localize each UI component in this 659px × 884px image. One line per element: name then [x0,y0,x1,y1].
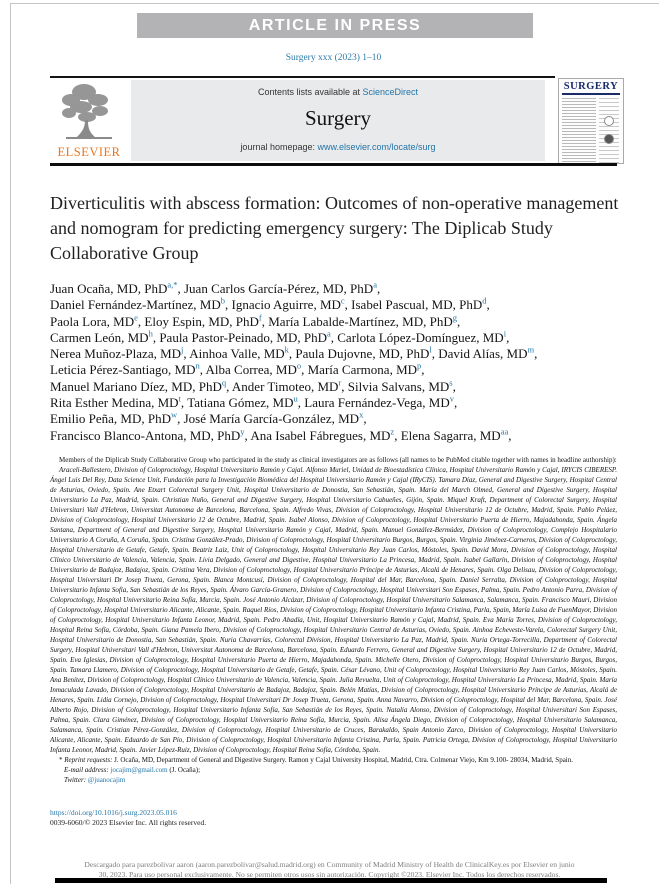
twitter-link[interactable]: @juanocajim [87,776,126,784]
doi-link[interactable]: https://doi.org/10.1016/j.surg.2023.05.016 [50,808,177,817]
author: Ana Isabel Fábregues, $MD^z$, [250,426,401,443]
affiliation-superscript: e [134,312,138,323]
affiliation-superscript: s [449,377,453,388]
header-top-rule [50,76,555,78]
journal-header-box [131,80,545,161]
header-bottom-rule [50,163,617,166]
affiliation-superscript: x [359,410,364,421]
email-label: E-mail address: [64,766,109,774]
cover-emblem-icon [604,116,614,126]
author-list [50,281,650,444]
affiliation-superscript: o [296,361,302,372]
cover-text-columns [559,97,623,164]
affiliation-superscript: i [503,328,507,339]
elsevier-logo [48,80,130,161]
cover-seal-icon [604,134,614,144]
author: David Alías, $MD^m$, [438,344,538,362]
cover-rule [562,93,620,95]
reprint-asterisk: * [59,756,63,764]
contents-lists-line [131,80,545,97]
author: Alba Correa, $MD^o$, [205,361,308,378]
imprint-block [50,808,206,828]
affiliation-superscript: k [284,344,289,355]
affiliation-superscript: a [373,279,377,290]
twitter-line [64,775,617,785]
author: Laura Fernández-Vega, $MD^v$, [304,393,458,411]
article-title: Diverticulitis with abscess formation: Outcomes of non-operative management and nomogram for predicting emergency surgery: The Diplicab Study Collaborative Group [50,193,619,263]
twitter-label: Twitter: [64,776,87,784]
affiliation-superscript: z [390,426,395,437]
reprint-requests-note [50,755,617,765]
email-suffix: (J. Ocaña); [167,766,201,774]
affiliation-superscript: w [170,410,178,421]
affiliation-superscript: a [326,328,331,339]
affiliation-superscript: t [178,393,181,404]
journal-homepage-link[interactable]: www.elsevier.com/locate/surg [317,142,436,152]
author: Isabel Pascual, MD, PhD$^d$, [351,295,490,313]
author: Nerea Muñoz-Plaza, $MD^j$, [50,344,190,362]
elsevier-wordmark: ELSEVIER [57,145,121,159]
author: Eloy Espin, MD, PhD$^f$, [144,312,269,329]
affiliation-superscript: d [482,295,487,306]
affiliation-superscript: l [429,344,432,355]
author: Juan Carlos García-Pérez, MD, PhD$^a$, [184,279,381,296]
homepage-text: journal homepage: [240,142,318,152]
affiliation-superscript: m [527,344,535,355]
affiliation-superscript: j [181,344,184,355]
next-page-edge-bar [55,878,607,883]
affiliation-superscript: c [340,295,345,306]
author: Daniel Fernández-Martínez, $MD^b$, [50,295,232,313]
affiliation-superscript: aa [500,426,509,437]
author: Rita Esther Medina, $MD^t$, [50,393,188,411]
author: Carmen León, $MD^h$, [50,328,160,345]
watermark-line-2: 30, 2023. Para uso personal exclusivamente. No se permiten otros usos sin autorización. Copyright ©2023. Elsevier Inc. Todos los derechos reservados. [98,869,561,879]
email-link[interactable]: jocajim@gmail.com [110,766,168,774]
email-line [64,765,617,775]
author: Emilio Peña, MD, PhD$^w$, [50,410,184,427]
collaborative-group-note: Members of the Diplicab Study Collaborative Group who participated in the study as clinical investigators are as follows (all names to be PubMed citable together with names in headline authorship): [59,456,617,464]
issn-copyright-line: 0039-6060/© 2023 Elsevier Inc. All rights reserved. [50,818,207,827]
author: Francisco Blanco-Antona, MD, PhD$^y$, [50,426,251,443]
affiliation-superscript: p [417,361,422,372]
affiliation-superscript: n [195,361,200,372]
journal-title: Surgery [304,106,372,130]
reprint-label: Reprint requests: [64,756,113,764]
author: Leticia Pérez-Santiago, $MD^n$, [50,361,206,378]
author: Paola Lora, MDe, [50,312,145,329]
author: Paula Dujovne, MD, PhD$^l$, [295,344,439,362]
affiliation-superscript: h [148,328,153,339]
author: Manuel Mariano Díez, MD, PhD$^q$, [50,377,232,394]
author: Ignacio Aguirre, $MD^c$, [231,295,352,313]
author: María Labalde-Martínez, MD, PhD$^g$, [268,312,461,329]
footnote-block [50,455,617,785]
journal-citation-line: Surgery xxx (2023) 1–10 [285,53,382,63]
elsevier-tree-icon [54,80,124,142]
affiliation-superscript: q [221,377,227,388]
author: Juan Ocaña, MD, PhD$^{a,*}$, [50,279,184,296]
affiliation-superscript: y [240,426,245,437]
author: Elena Sagarra, $MD^{aa}$, [400,426,512,443]
cover-title: SURGERY [563,81,619,92]
journal-cover-thumbnail [558,78,624,164]
affiliation-superscript: b [220,295,225,306]
author: Ainhoa Valle, $MD^k$, [189,344,296,362]
author: Tatiana Gómez, $MD^u$, [187,393,305,411]
investigator-list: Araceli-Ballestero, Division of Coloproctology, Hospital Universitario Ramón y Cajal. Alfonso Muriel, Unidad de Bioestadística Clínica, Hospital Universitario Ramón y Cajal, IRYCIS CIBERESP. Ángel Luis Del Rey, Data Science Unit, Fundación para la Investigación Biomédica del Hospital Universitario Ramón y Cajal (IRyCIS). Tamara Díaz, General and Digestive Surgery, Hospital Central de Asturias, Oviedo, Spain. Ane Etxart Colorectal Surgery Unit, Hospital Universitario de Donostia, San Sebastián, Spain. María del March Olmed, General and Digestive Surgery, Hospital Universitario La Paz, Madrid, Spain. Christian Nuño, General and Digestive Surgery, Hospital Universitario Cabueñes, Gijón, Spain. Miquel Kraft, Department of Colorectal Surgery, Hospital Universitari Vall d'Hebron, Universitat Autonoma de Barcelona, Barcelona, Spain. Alfredo Vivas, Division of Coloproctology, Hospital Universitario 12 de Octubre, Madrid, Spain. Pablo Peláez, Division of Coloproctology, Hospital Universitario 12 de Octubre, Madrid, Spain. Isabel Alonso, Division of Coloproctology, Hospital Universitario Puerta de Hierro, Majadahonda, Spain. Ángela Santana, Department of General and Digestive Surgery, Hospital Universitario Ramón y Cajal, Madrid, Spain. Manuel González-Bermúdez, Division of Coloproctology, Complejo Hospitalario Universitario A Coruña, A Coruña, Spain. Cristina González-Prado, Division of Coloproctology, Hospital Universitario Burgos, Burgos, Spain. Virginia Jiménez-Carneros, Division of Coloproctology, Hospital Universitario de Getafe, Getafe, Spain. Beatriz Laiz, Unit of Coloproctology, Hospital Universitario Rey Juan Carlos, Móstoles, Spain. David Mora, Division of Coloproctology, Hospital Clínico Universitario de Valencia, Valencia, Spain. Livia Delgado, General and Digestive, Hospital Universitario La Princesa, Madrid, Spain. Isabel Gallarín, Division of Coloproctology, Hospital Universitario de Badajoz, Badajoz, Spain. Cristina Vera, Division of Coloproctology, Hospital Universitario Príncipe de Asturias, Alcalá de Henares, Spain. Olga Delisau, Division of Coloproctology, Hospital Universitari Dr Josep Trueta, Gerona, Spain. Blanca Montcusí, Division of Coloproctology, Hospital del Mar, Barcelona, Spain. Daniel Serralta, Division of Coloproctology, Hospital Universitario Infanta Sofía, San Sebastián de los Reyes, Spain. Álvaro García-Granero, Division of Coloproctology, Hospital Universitari Son Espases, Palma, Spain. Pedro Antonio Parra, Division of Coloproctology, Hospital Universitario Reina Sofía, Murcia, Spain. José Antonio Alcázar, Division of Coloproctology, Hospital Universitario Salamanca, Salamanca, Spain. Francisco Mauri, Division of Coloproctology, Hospital Universitario Alicante, Alicante, Spain. Raquel Ríos, Division of Coloproctology, Hospital Universitario Infanta Cristina, Parla, Spain, María Luisa de FuenMayor, Division of Coloproctology, Hospital Universitario Infanta Leonor, Madrid, Spain. Pedro Abadía, Unit, Hospital Universitario Ramón y Cajal, Madrid, Spain. Eva María Torres, Division of Coloproctology, Hospital Reina Sofía, Córdoba, Spain. Giana Pamela Ibero, Division of Coloproctology, Hospital Universitario Central de Asturias, Oviedo, Spain. Ainhoa Echeveste-Varela, Colorectal Surgery Unit, Hospital Universitario de Donostia, San Sebastián, Spain. Nuria Chavarrías, Colorectal Division, Hospital Universitario La Paz, Madrid, Spain. Nuria Ortega-Torrecilla, Department of Colorectal Surgery, Hospital Universitari Vall d'Hebron, Universitat Autonoma de Barcelona, Barcelona, Spain. Eduardo Ferrero, General and Digestive Surgery, Hospital Universitario 12 de Octubre, Madrid, Spain. Eva Iglesias, Division of Coloproctology, Hospital Universitario Puerta de Hierro, Majadahonda, Spain. Michelle Otero, Division of Coloproctology, Hospital Universitario Burgos, Burgos, Spain. Tamara Llamero, Division of Coloproctology, Hospital Universitario de Getafe, Getafe, Spain. César Lévano, Unit of Coloproctology, Hospital Universitario Rey Juan Carlos, Móstoles, Spain. Ana Benítez, Division of Coloproctology, Hospital Clínico Universitario de Valencia, Valencia, Spain. Julia Revuelta, Unit of Coloproctology, Hospital Universitario La Princesa, Madrid, Spain. María Inmaculada Lavado, Division of Coloproctology, Hospital Universitario de Badajoz, Badajoz, Spain. Belén Matías, Division of Coloproctology, Hospital Universitario Príncipe de Asturias, Alcalá de Henares, Spain. Lidia Cornejo, Division of Coloproctology, Hospital Universitari Dr Josep Trueta, Gerona, Spain. Anna Navarro, Division of Coloproctology, Hospital del Mar, Barcelona, Spain. José Alberto Rojo, Division of Coloproctology, Hospital Universitario Infanta Sofía, San Sebastián de los Reyes, Spain. Natalia Alonso, Division of Coloproctology, Hospital Universitari Son Espases, Palma, Spain. Clara Giménez, Division of Coloproctology, Hospital Universitario Reina Sofía, Murcia, Spain. Alisa Ángela Diego, Division of Coloproctology, Hospital Universitario Salamanca, Salamanca, Spain. Cristian Pérez-González, Division of Coloproctology, Hospital Universitario de Cruces, Barakaldo, Spain Antonio Zarco, Division of Coloproctology, Hospital Universitario Alicante, Alicante, Spain. Eduardo de San Pío, Division of Coloproctology, Hospital Universitario Infanta Cristina, Parla, Spain. Patricia Ortega, Division of Coloproctology, Hospital Universitario Infanta Leonor, Madrid, Spain. Javier López-Ruiz, Division of Coloproctology, Hospital Reina Sofía, Córdoba, Spain. [50,466,617,754]
article-in-press-banner: ARTICLE IN PRESS [137,13,533,38]
author: Silvia Salvans, $MD^s$, [347,377,456,394]
reprint-text: J. Ocaña, MD, Department of General and Digestive Surgery. Ramon y Cajal University Hospital, Madrid, Ctra. Colmenar Viejo, Km 9.100- 28034, Madrid, Spain. [112,756,573,764]
affiliation-superscript: a,* [167,279,178,290]
author: Ander Timoteo, $MD^r$, [231,377,348,394]
journal-homepage-line [131,142,545,152]
author: María Carmona, $MD^p$, [307,361,425,378]
author: José María García-González, $MD^x$, [183,410,367,427]
affiliation-superscript: r [338,377,342,388]
affiliation-superscript: v [449,393,454,404]
affiliation-superscript: f [258,312,262,323]
sciencedirect-link[interactable]: ScienceDirect [362,87,419,97]
cover-right-column [599,98,619,164]
affiliation-superscript: g [452,312,457,323]
watermark-line-1: Descargado para parezbolivar aaron (aaron.parezbolivar@salud.madrid.org) en Community of Madrid Ministry of Health de ClinicalKey.es por Elsevier en junio [84,860,575,869]
contents-lists-text: Contents lists available at [257,87,363,97]
author: Carlota López-Domínguez, $MD^i$, [337,328,510,345]
download-watermark [0,860,659,879]
author: Paula Pastor-Peinado, MD, PhD$^a$, [159,328,338,345]
affiliation-superscript: u [293,393,298,404]
cover-left-column [562,98,596,164]
